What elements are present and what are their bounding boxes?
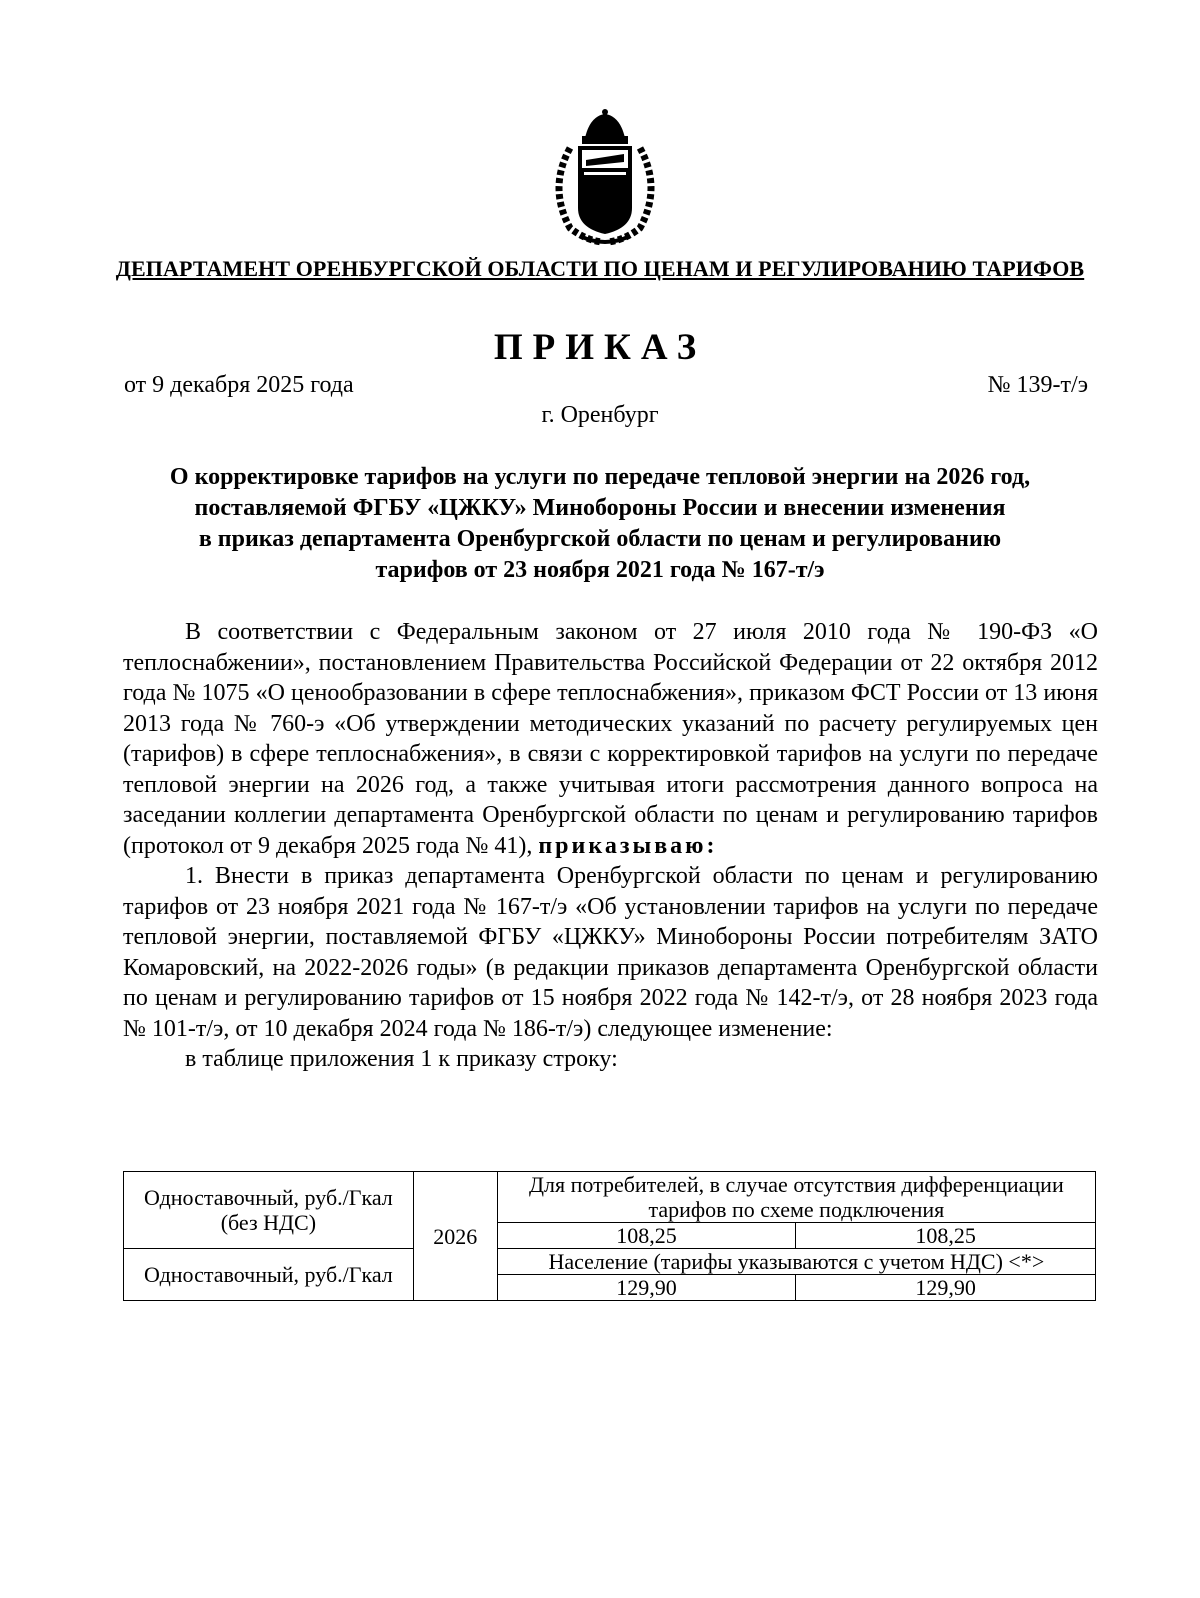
tariff-table: [123, 1171, 1096, 1301]
subject-line: О корректировке тарифов на услуги по передаче тепловой энергии на 2026 год,: [169, 464, 1031, 490]
subject-line: в приказ департамента Оренбургской области по ценам и регулированию: [198, 526, 1002, 552]
row1-label-cell: Одноставочный, руб./Гкал (без НДС): [124, 1172, 414, 1249]
document-number: № 139-т/э: [987, 372, 1088, 398]
table-row: [124, 1172, 1096, 1223]
table-intro: в таблице приложения 1 к приказу строку:: [185, 1046, 618, 1072]
row2-value-cell: 129,90: [796, 1275, 1096, 1301]
table-row: [124, 1249, 1096, 1275]
document-city: г. Оренбург: [541, 402, 659, 428]
preamble-text: В соответствии с Федеральным законом от 27 июля 2010 года № 190-ФЗ «О теплоснабжении», постановлением Правительства Российской Федерации от 22 октября 2012 года № 1075 «О ценообразовании в сфере теплоснабжения», приказом ФСТ России от 13 июня 2013 года № 760-э «Об утверждении методических указаний по расчету регулируемых цен (тарифов) в сфере теплоснабжения», в связи с корректировкой тарифов на услуги по передаче тепловой энергии на 2026 год, а также учитывая итоги рассмотрения данного вопроса на заседании коллегии департамента Оренбургской области по ценам и регулированию тарифов (протокол от 9 декабря 2025 года № 41),: [123, 619, 1098, 859]
row1-value-cell: 108,25: [796, 1223, 1096, 1249]
row1-header-cell: Для потребителей, в случае отсутствия дифференциации тарифов по схеме подключения: [497, 1172, 1095, 1223]
department-name: ДЕПАРТАМЕНТ ОРЕНБУРГСКОЙ ОБЛАСТИ ПО ЦЕНАМ И РЕГУЛИРОВАНИЮ ТАРИФОВ: [115, 256, 1085, 281]
document-body: [123, 617, 1098, 1075]
coat-of-arms-emblem: [540, 108, 670, 248]
row2-label-cell: Одноставочный, руб./Гкал: [124, 1249, 414, 1301]
row1-value-cell: 108,25: [497, 1223, 796, 1249]
document-type-title: ПРИКАЗ: [493, 327, 707, 368]
subject-line: тарифов от 23 ноября 2021 года № 167-т/э: [375, 557, 825, 583]
document-subject: [110, 462, 1090, 586]
item-1-paragraph: 1. Внести в приказ департамента Оренбургской области по ценам и регулированию тарифов от 23 ноября 2021 года № 167-т/э «Об установлении тарифов на услуги по передаче тепловой энергии, поставляемой ФГБУ «ЦЖКУ» Минобороны России потребителям ЗАТО Комаровский, на 2022-2026 годы» (в редакции приказов департамента Оренбургской области по ценам и регулированию тарифов от 15 ноября 2022 года № 142-т/э, от 28 ноября 2023 года № 101-т/э, от 10 декабря 2024 года № 186-т/э) следующее изменение:: [123, 863, 1098, 1042]
year-cell: 2026: [413, 1172, 497, 1301]
subject-line: поставляемой ФГБУ «ЦЖКУ» Минобороны России и внесении изменения: [194, 495, 1006, 521]
document-date: от 9 декабря 2025 года: [124, 372, 354, 398]
row2-value-cell: 129,90: [497, 1275, 796, 1301]
order-word: приказываю:: [538, 832, 718, 859]
preamble-paragraph: [123, 617, 1098, 861]
row2-header-cell: Население (тарифы указываются с учетом НДС) <*>: [497, 1249, 1095, 1275]
